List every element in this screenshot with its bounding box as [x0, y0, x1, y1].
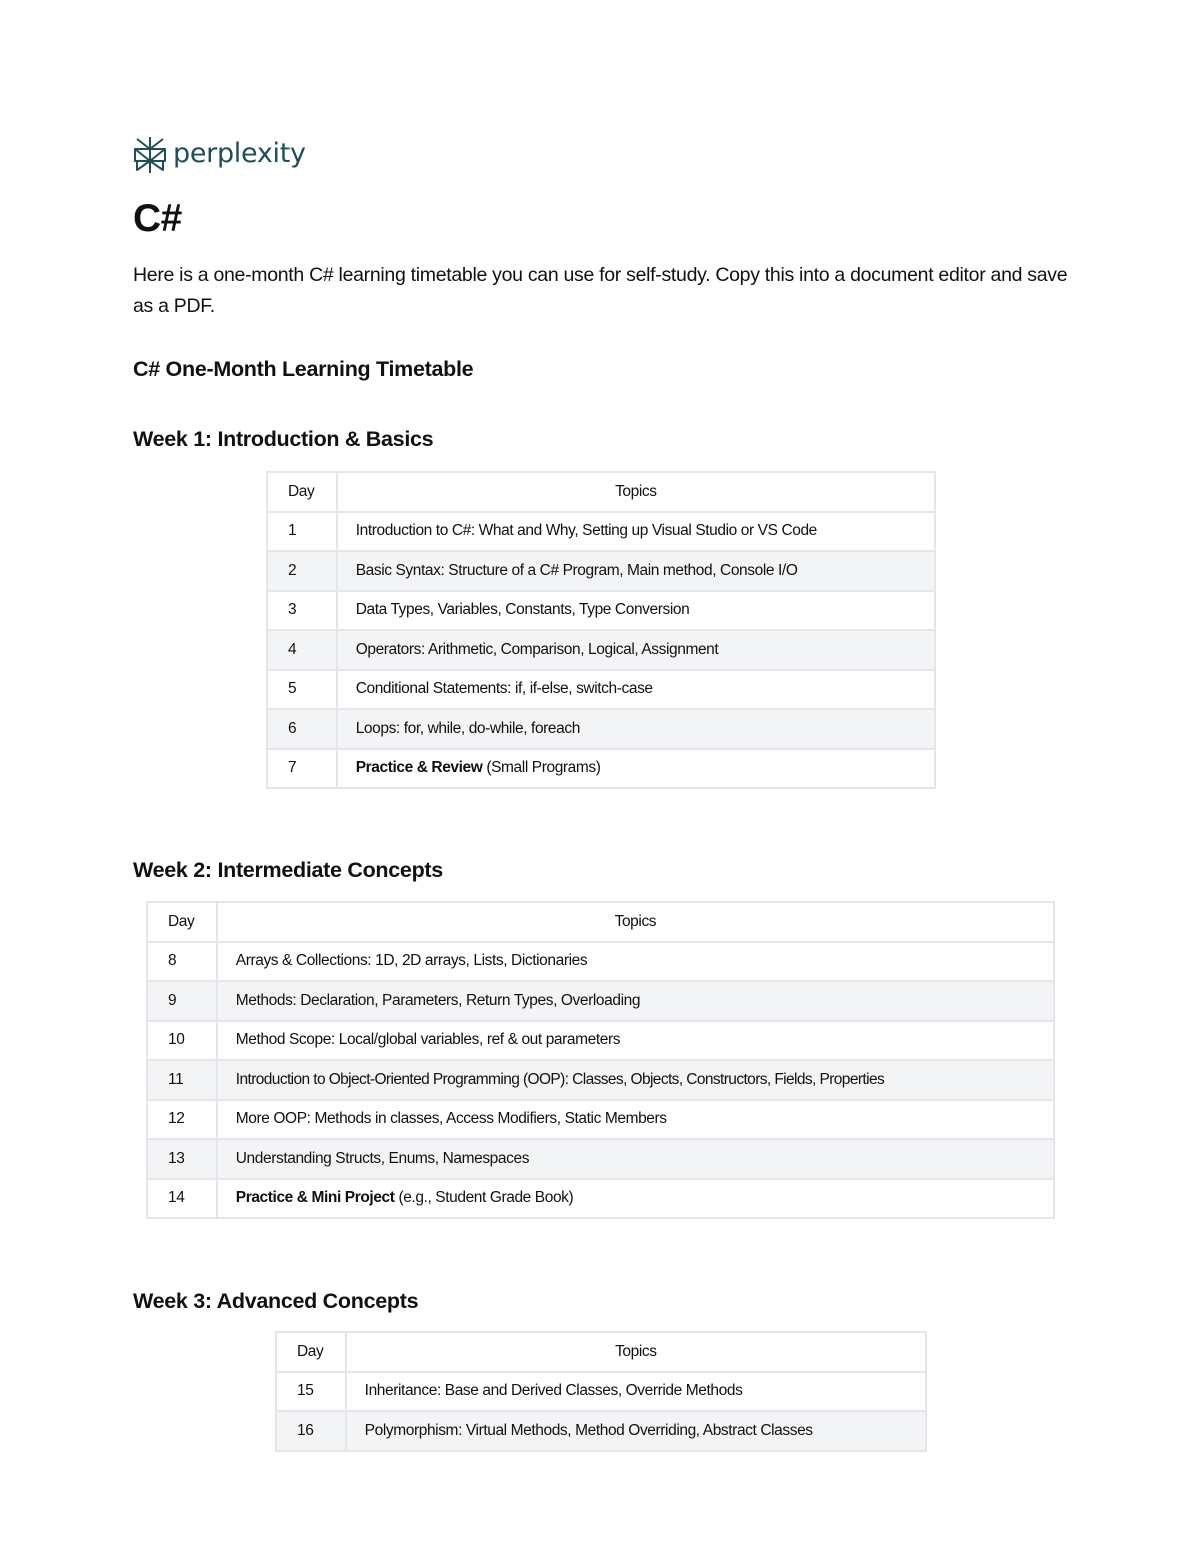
table-row	[147, 1179, 1054, 1219]
table-row	[267, 630, 935, 670]
day-cell: 3	[267, 591, 337, 631]
topic-text: (e.g., Student Grade Book)	[394, 1189, 574, 1207]
topics-column-header: Topics	[217, 902, 1054, 942]
topic-cell: Basic Syntax: Structure of a C# Program, Main method, Console I/O	[337, 551, 935, 591]
perplexity-logo-icon	[133, 136, 167, 174]
topic-cell: Introduction to Object-Oriented Programming (OOP): Classes, Objects, Constructors, Fields, Properties	[217, 1060, 1054, 1100]
table-row	[147, 1100, 1054, 1140]
topic-cell: Loops: for, while, do-while, foreach	[337, 709, 935, 749]
topics-column-header: Topics	[337, 472, 935, 512]
intro-paragraph: Here is a one-month C# learning timetable you can use for self-study. Copy this into a document editor and save as a PDF.	[133, 264, 1068, 317]
day-cell: 12	[147, 1100, 217, 1140]
logo-wordmark: perplexity	[173, 137, 306, 169]
week-1-table	[266, 471, 936, 789]
topic-cell: Understanding Structs, Enums, Namespaces	[217, 1139, 1054, 1179]
table-row	[147, 1060, 1054, 1100]
day-column-header: Day	[276, 1332, 346, 1372]
topic-cell: Data Types, Variables, Constants, Type Conversion	[337, 591, 935, 631]
topic-cell: Arrays & Collections: 1D, 2D arrays, Lists, Dictionaries	[217, 942, 1054, 982]
day-cell: 1	[267, 512, 337, 552]
topic-bold-text: Practice & Mini Project	[235, 1189, 395, 1207]
perplexity-logo	[133, 136, 306, 174]
table-row	[267, 709, 935, 749]
topic-cell	[217, 1179, 1054, 1219]
document-title: C#	[133, 197, 182, 240]
table-row	[267, 512, 935, 552]
week-2-heading: Week 2: Intermediate Concepts	[133, 858, 443, 882]
table-row	[147, 1021, 1054, 1061]
topic-cell: Methods: Declaration, Parameters, Return Types, Overloading	[217, 981, 1054, 1021]
table-row	[147, 942, 1054, 982]
day-cell: 4	[267, 630, 337, 670]
topics-column-header: Topics	[346, 1332, 926, 1372]
day-cell: 16	[276, 1411, 346, 1451]
day-cell: 13	[147, 1139, 217, 1179]
day-cell: 6	[267, 709, 337, 749]
day-cell: 7	[267, 749, 337, 789]
table-row	[276, 1411, 926, 1451]
week-3-heading: Week 3: Advanced Concepts	[133, 1289, 419, 1313]
day-cell: 15	[276, 1372, 346, 1412]
day-cell: 10	[147, 1021, 217, 1061]
day-column-header: Day	[147, 902, 217, 942]
week-3-table	[275, 1331, 927, 1452]
day-cell: 8	[147, 942, 217, 982]
table-header-row	[267, 472, 935, 512]
day-cell: 14	[147, 1179, 217, 1219]
table-row	[276, 1372, 926, 1412]
week-2-table	[146, 901, 1055, 1219]
table-row	[267, 551, 935, 591]
day-cell: 2	[267, 551, 337, 591]
topic-cell: Conditional Statements: if, if-else, switch-case	[337, 670, 935, 710]
day-cell: 9	[147, 981, 217, 1021]
table-header-row	[276, 1332, 926, 1372]
topic-cell: Inheritance: Base and Derived Classes, Override Methods	[346, 1372, 926, 1412]
topic-cell: More OOP: Methods in classes, Access Modifiers, Static Members	[217, 1100, 1054, 1140]
topic-cell: Method Scope: Local/global variables, ref & out parameters	[217, 1021, 1054, 1061]
table-row	[267, 591, 935, 631]
topic-cell: Polymorphism: Virtual Methods, Method Overriding, Abstract Classes	[346, 1411, 926, 1451]
table-header-row	[147, 902, 1054, 942]
topic-text: (Small Programs)	[482, 759, 601, 777]
topic-cell	[337, 749, 935, 789]
table-row	[147, 1139, 1054, 1179]
day-cell: 11	[147, 1060, 217, 1100]
day-cell: 5	[267, 670, 337, 710]
week-1-heading: Week 1: Introduction & Basics	[133, 427, 434, 451]
day-column-header: Day	[267, 472, 337, 512]
topic-cell: Operators: Arithmetic, Comparison, Logical, Assignment	[337, 630, 935, 670]
table-row	[147, 981, 1054, 1021]
timetable-heading: C# One-Month Learning Timetable	[133, 357, 474, 381]
topic-cell: Introduction to C#: What and Why, Setting up Visual Studio or VS Code	[337, 512, 935, 552]
table-row	[267, 670, 935, 710]
table-row	[267, 749, 935, 789]
topic-bold-text: Practice & Review	[355, 759, 483, 777]
